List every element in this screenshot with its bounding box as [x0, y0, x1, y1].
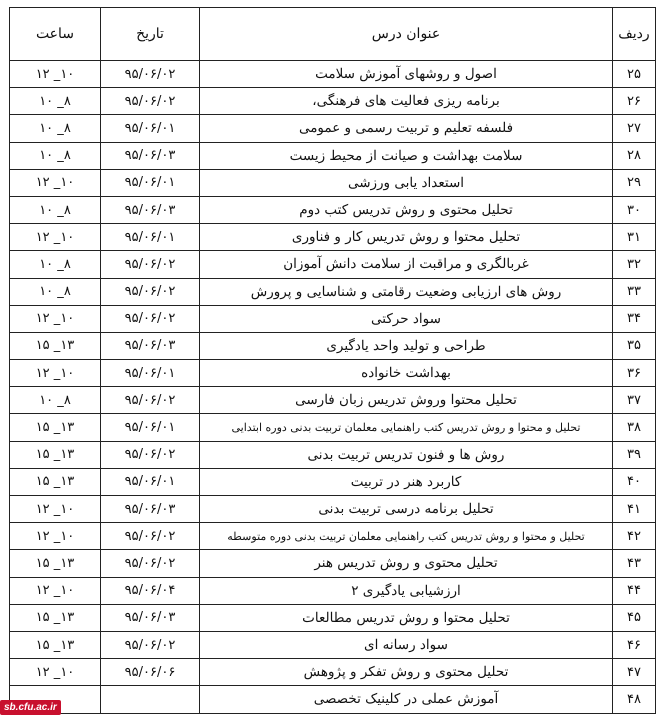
row-number-cell: ۴۸ — [613, 686, 656, 713]
table-row — [10, 550, 656, 577]
date-cell: ۹۵/۰۶/۰۲ — [101, 441, 200, 468]
course-title-cell: برنامه ریزی فعالیت های فرهنگی، — [200, 88, 613, 115]
date-cell: ۹۵/۰۶/۰۲ — [101, 305, 200, 332]
table-row — [10, 496, 656, 523]
date-cell: ۹۵/۰۶/۰۳ — [101, 496, 200, 523]
date-cell: ۹۵/۰۶/۰۱ — [101, 414, 200, 441]
row-number-cell: ۳۵ — [613, 332, 656, 359]
table-row — [10, 142, 656, 169]
time-cell: ۱۳_ ۱۵ — [10, 468, 101, 495]
time-cell: ۱۰_ ۱۲ — [10, 305, 101, 332]
row-number-cell: ۳۴ — [613, 305, 656, 332]
row-number-cell: ۲۸ — [613, 142, 656, 169]
row-number-cell: ۳۸ — [613, 414, 656, 441]
table-row — [10, 115, 656, 142]
table-row — [10, 577, 656, 604]
course-title-cell: تحلیل محتوی و روش تدریس هنر — [200, 550, 613, 577]
table-row — [10, 278, 656, 305]
time-cell: ۸_ ۱۰ — [10, 115, 101, 142]
table-row — [10, 360, 656, 387]
course-title-cell: بهداشت خانواده — [200, 360, 613, 387]
course-title-cell: روش های ارزیابی وضعیت رقامتی و شناسایی و پرورش — [200, 278, 613, 305]
date-cell: ۹۵/۰۶/۰۳ — [101, 196, 200, 223]
row-number-cell: ۴۱ — [613, 496, 656, 523]
table-row — [10, 387, 656, 414]
time-cell: ۱۰_ ۱۲ — [10, 496, 101, 523]
time-cell: ۱۳_ ۱۵ — [10, 604, 101, 631]
date-cell: ۹۵/۰۶/۰۶ — [101, 659, 200, 686]
course-title-cell: تحلیل محتوا وروش تدریس زبان فارسی — [200, 387, 613, 414]
course-title-cell: آموزش عملی در کلینیک تخصصی — [200, 686, 613, 713]
table-row — [10, 441, 656, 468]
date-cell — [101, 686, 200, 713]
date-cell: ۹۵/۰۶/۰۱ — [101, 224, 200, 251]
time-cell: ۱۳_ ۱۵ — [10, 441, 101, 468]
course-title-cell: تحلیل محتوی و روش تدریس کتب دوم — [200, 196, 613, 223]
time-cell: ۸_ ۱۰ — [10, 88, 101, 115]
site-watermark: sb.cfu.ac.ir — [0, 700, 61, 715]
table-row — [10, 61, 656, 88]
time-cell: ۱۰_ ۱۲ — [10, 61, 101, 88]
time-cell: ۸_ ۱۰ — [10, 251, 101, 278]
row-number-cell: ۲۷ — [613, 115, 656, 142]
row-number-cell: ۴۲ — [613, 523, 656, 550]
row-number-cell: ۲۶ — [613, 88, 656, 115]
row-number-cell: ۳۷ — [613, 387, 656, 414]
row-number-cell: ۳۳ — [613, 278, 656, 305]
row-number-cell: ۴۴ — [613, 577, 656, 604]
date-cell: ۹۵/۰۶/۰۲ — [101, 251, 200, 278]
time-cell: ۸_ ۱۰ — [10, 196, 101, 223]
row-number-cell: ۴۰ — [613, 468, 656, 495]
course-title-cell: تحلیل محتوا و روش تدریس کار و فناوری — [200, 224, 613, 251]
course-title-cell: اصول و روشهای آموزش سلامت — [200, 61, 613, 88]
date-cell: ۹۵/۰۶/۰۲ — [101, 61, 200, 88]
row-number-cell: ۳۶ — [613, 360, 656, 387]
date-cell: ۹۵/۰۶/۰۱ — [101, 169, 200, 196]
header-row — [10, 8, 656, 61]
course-title-cell: تحلیل محتوی و روش تفکر و پژوهش — [200, 659, 613, 686]
time-cell: ۱۰_ ۱۲ — [10, 360, 101, 387]
table-row — [10, 659, 656, 686]
time-cell: ۸_ ۱۰ — [10, 387, 101, 414]
time-cell: ۱۳_ ۱۵ — [10, 332, 101, 359]
row-number-cell: ۳۹ — [613, 441, 656, 468]
date-cell: ۹۵/۰۶/۰۳ — [101, 604, 200, 631]
time-cell: ۱۰_ ۱۲ — [10, 523, 101, 550]
row-number-cell: ۳۲ — [613, 251, 656, 278]
date-cell: ۹۵/۰۶/۰۲ — [101, 631, 200, 658]
date-cell: ۹۵/۰۶/۰۲ — [101, 88, 200, 115]
table-row — [10, 169, 656, 196]
date-cell: ۹۵/۰۶/۰۴ — [101, 577, 200, 604]
date-cell: ۹۵/۰۶/۰۲ — [101, 550, 200, 577]
course-title-cell: کاربرد هنر در تربیت — [200, 468, 613, 495]
header-date: تاریخ — [101, 8, 200, 61]
row-number-cell: ۲۵ — [613, 61, 656, 88]
time-cell: ۱۰_ ۱۲ — [10, 659, 101, 686]
header-time: ساعت — [10, 8, 101, 61]
header-course-title: عنوان درس — [200, 8, 613, 61]
table-row — [10, 686, 656, 713]
time-cell: ۸_ ۱۰ — [10, 278, 101, 305]
table-row — [10, 224, 656, 251]
course-title-cell: تحلیل و محتوا و روش تدریس کتب راهنمایی معلمان تربیت بدنی دوره ابتدایی — [200, 414, 613, 441]
time-cell: ۱۳_ ۱۵ — [10, 414, 101, 441]
course-title-cell: ارزشیابی یادگیری ۲ — [200, 577, 613, 604]
course-title-cell: طراحی و تولید واحد یادگیری — [200, 332, 613, 359]
table-row — [10, 196, 656, 223]
header-row-number: ردیف — [613, 8, 656, 61]
time-cell: ۱۳_ ۱۵ — [10, 550, 101, 577]
course-title-cell: سواد رسانه ای — [200, 631, 613, 658]
time-cell: ۱۳_ ۱۵ — [10, 631, 101, 658]
row-number-cell: ۳۱ — [613, 224, 656, 251]
date-cell: ۹۵/۰۶/۰۱ — [101, 468, 200, 495]
table-row — [10, 88, 656, 115]
course-title-cell: استعداد یابی ورزشی — [200, 169, 613, 196]
course-title-cell: تحلیل محتوا و روش تدریس مطالعات — [200, 604, 613, 631]
date-cell: ۹۵/۰۶/۰۱ — [101, 360, 200, 387]
row-number-cell: ۴۳ — [613, 550, 656, 577]
course-title-cell: غربالگری و مراقبت از سلامت دانش آموزان — [200, 251, 613, 278]
date-cell: ۹۵/۰۶/۰۲ — [101, 523, 200, 550]
row-number-cell: ۳۰ — [613, 196, 656, 223]
date-cell: ۹۵/۰۶/۰۱ — [101, 115, 200, 142]
row-number-cell: ۴۵ — [613, 604, 656, 631]
table-row — [10, 414, 656, 441]
time-cell: ۸_ ۱۰ — [10, 142, 101, 169]
course-title-cell: روش ها و فنون تدریس تربیت بدنی — [200, 441, 613, 468]
table-row — [10, 604, 656, 631]
time-cell: ۱۰_ ۱۲ — [10, 224, 101, 251]
time-cell: ۱۰_ ۱۲ — [10, 577, 101, 604]
date-cell: ۹۵/۰۶/۰۲ — [101, 278, 200, 305]
course-title-cell: سلامت بهداشت و صیانت از محیط زیست — [200, 142, 613, 169]
table-row — [10, 468, 656, 495]
exam-schedule-table — [9, 7, 656, 714]
course-title-cell: سواد حرکتی — [200, 305, 613, 332]
date-cell: ۹۵/۰۶/۰۳ — [101, 332, 200, 359]
table-row — [10, 305, 656, 332]
row-number-cell: ۲۹ — [613, 169, 656, 196]
table-row — [10, 523, 656, 550]
course-title-cell: تحلیل و محتوا و روش تدریس کتب راهنمایی معلمان تربیت بدنی دوره متوسطه — [200, 523, 613, 550]
table-row — [10, 251, 656, 278]
table-row — [10, 332, 656, 359]
time-cell: ۱۰_ ۱۲ — [10, 169, 101, 196]
row-number-cell: ۴۶ — [613, 631, 656, 658]
date-cell: ۹۵/۰۶/۰۳ — [101, 142, 200, 169]
row-number-cell: ۴۷ — [613, 659, 656, 686]
course-title-cell: تحلیل برنامه درسی تربیت بدنی — [200, 496, 613, 523]
table-row — [10, 631, 656, 658]
course-title-cell: فلسفه تعلیم و تربیت رسمی و عمومی — [200, 115, 613, 142]
date-cell: ۹۵/۰۶/۰۲ — [101, 387, 200, 414]
